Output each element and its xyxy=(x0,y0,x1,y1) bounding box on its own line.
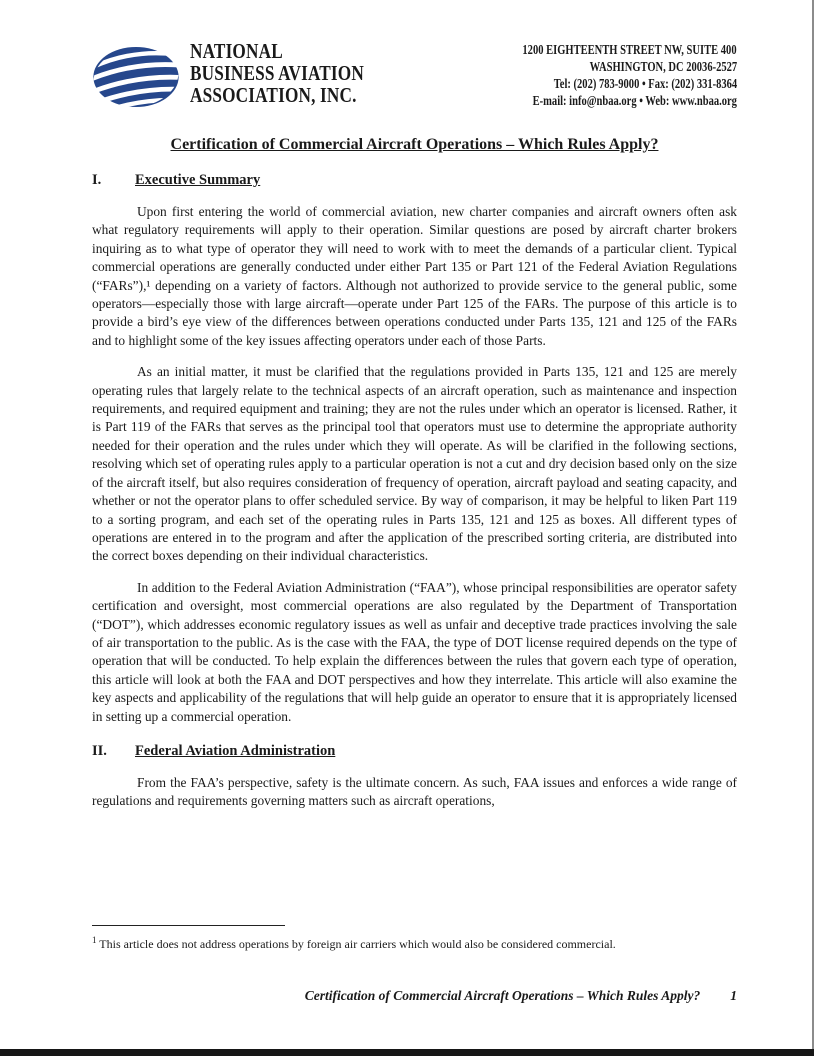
org-name-line1: NATIONAL xyxy=(190,39,283,63)
org-name-line2: BUSINESS AVIATION xyxy=(190,61,364,85)
footnote xyxy=(92,933,737,952)
footnote-area xyxy=(92,925,737,952)
footnote-separator xyxy=(92,925,285,926)
page-number: 1 xyxy=(730,988,737,1003)
section-heading-executive-summary xyxy=(92,171,737,190)
paragraph-2: As an initial matter, it must be clarified that the regulations provided in Parts 135, 121 and 125 are merely operating rules that largely relate to the technical aspects of an aircraft operation, such as maintenance and inspection requirements, and required equipment and training; they are not the rules under which an operator is licensed. Rather, it is Part 119 of the FARs that serves as the principal tool that operators must use to determine the appropriate authority needed for their operation and the rules under which they will operate. As will be clarified in the following sections, resolving which set of operating rules apply to a particular operation is not a cut and dry decision based only on the size of the aircraft itself, but also requires consideration of frequency of operation, aircraft payload and seating capacity, and whether or not the operator plans to offer scheduled service. By way of comparison, it may be helpful to liken Part 119 to a sorting program, and each set of the operating rules in Parts 135, 121 and 125 as boxes. All different types of operations are entered in to the program and after the application of the prescribed sorting criteria, are distributed into the correct boxes depending on their individual characteristics. xyxy=(92,364,737,564)
address-phone-fax: Tel: (202) 783-9000 • Fax: (202) 331-8364 xyxy=(553,76,737,91)
section-heading-faa xyxy=(92,742,737,761)
letterhead xyxy=(92,40,737,109)
document-title: Certification of Commercial Aircraft Operations – Which Rules Apply? xyxy=(170,136,659,153)
org-name-line3: ASSOCIATION, INC. xyxy=(190,83,357,107)
section-number: II. xyxy=(92,742,107,759)
address-street: 1200 EIGHTEENTH STREET NW, SUITE 400 xyxy=(522,42,737,57)
address-city: WASHINGTON, DC 20036-2527 xyxy=(589,59,737,74)
footnote-text: This article does not address operations by foreign air carriers which would also be considered commercial. xyxy=(96,937,616,951)
nbaa-brand xyxy=(92,40,402,108)
section-title: Federal Aviation Administration xyxy=(135,742,336,759)
address-email-web: E-mail: info@nbaa.org • Web: www.nbaa.org xyxy=(532,93,737,108)
document-body xyxy=(92,134,737,811)
footnote-marker: 1 xyxy=(92,935,97,945)
paragraph-1: Upon first entering the world of commercial aviation, new charter companies and aircraft owners often ask what regulatory requirements will apply to their operation. Similar questions are posed by aircraft charter brokers inquiring as to what type of operator they will need to work with to meet the demands of a particular client. Typical commercial operations are generally conducted under either Part 135 or Part 121 of the Federal Aviation Regulations (“FARs”),¹ depending on a variety of factors. Although not authorized to provide service to the general public, some operators—especially those with large aircraft—operate under Part 125 of the FARs. The purpose of this article is to provide a bird’s eye view of the differences between operations conducted under Parts 135, 121 and 125 of the FARs and to highlight some of the key issues affecting operators under each of those Parts. xyxy=(92,204,737,348)
section-number: I. xyxy=(92,172,102,188)
window-bottom-bar xyxy=(0,1049,814,1056)
section-title: Executive Summary xyxy=(135,172,261,188)
page-footer xyxy=(92,987,737,1004)
address-block xyxy=(462,41,737,109)
nbaa-globe-logo-icon xyxy=(92,46,180,108)
org-name xyxy=(190,40,402,106)
footer-title: Certification of Commercial Aircraft Operations – Which Rules Apply? xyxy=(304,988,701,1003)
paragraph-3: In addition to the Federal Aviation Administration (“FAA”), whose principal responsibilities are operator safety certification and oversight, most commercial operations are also regulated by the Department of Transportation (“DOT”), which addresses economic regulatory issues as well as unfair and deceptive trade practices involving the sale of air transportation to the public. As is the case with the FAA, the type of DOT license required depends on the type of operation that will be conducted. To help explain the differences between the rules that govern each type of operation, this article will look at both the FAA and DOT perspectives and how they interrelate. This article will also examine the key aspects and applicability of the regulations that will help guide an operator to ensure that it is appropriately licensed in setting up a commercial operation. xyxy=(92,579,737,724)
paragraph-4: From the FAA’s perspective, safety is the ultimate concern. As such, FAA issues and enforces a wide range of regulations and requirements governing matters such as aircraft operations, xyxy=(92,774,737,809)
